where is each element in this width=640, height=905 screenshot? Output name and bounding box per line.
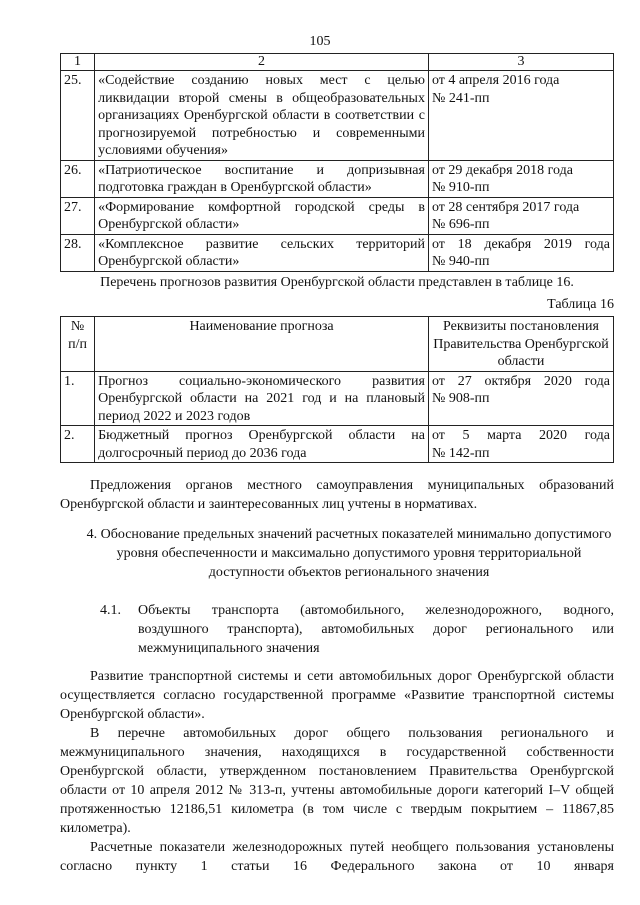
row-number: 1.	[61, 371, 95, 426]
requisite-number: № 908-пп	[431, 391, 490, 406]
table-row	[61, 426, 614, 463]
table-header-row	[61, 54, 614, 71]
header-number: № п/п	[61, 317, 95, 372]
requisite-date: от 28 сентября 2017 года	[431, 199, 580, 215]
header-col-3: 3	[428, 54, 613, 71]
program-requisites	[428, 197, 613, 234]
requisite-date: от 29 декабря 2018 года	[431, 162, 573, 178]
section-4-heading	[84, 525, 614, 582]
program-name: «Формирование комфортной городской среды в Оренбургской области»	[95, 197, 429, 234]
requisite-number: № 910-пп	[431, 180, 490, 195]
program-name: «Содействие созданию новых мест с целью ликвидации второй смены в общеобразовательных организациях Оренбургской области в соответствии с прогнозируемой потребностью и современными условиями обучения»	[95, 71, 429, 161]
table-row	[61, 71, 614, 161]
requisite-number: № 696-пп	[431, 217, 490, 232]
railway-paragraph: Расчетные показатели железнодорожных путей необщего пользования установлены согласно пункту 1 статьи 16 Федерального закона от 10 января	[60, 840, 614, 874]
roads-paragraph: В перечне автомобильных дорог общего пользования регионального и межмуниципального значения, находящихся в государственной собственности Оренбургской области, утвержденном постановлением Правительства Оренбургской области от 10 апреля 2012 № 313-п, учтены автомобильные дороги категорий I–V общей протяженностью 12186,51 километра (в том числе с твердым покрытием – 11867,85 километра).	[60, 726, 614, 836]
requisite-date: от 4 апреля 2016 года	[431, 73, 560, 88]
header-col-1: 1	[61, 54, 95, 71]
requisite-number: № 142-пп	[431, 445, 490, 461]
transport-paragraph: Развитие транспортной системы и сети автомобильных дорог Оренбургской области осуществляется согласно государственной программе «Развитие транспортной системы Оренбургской области».	[60, 669, 614, 722]
intro-text: Перечень прогнозов развития Оренбургской области представлен в таблице 16.	[100, 275, 574, 290]
page-number: 105	[309, 34, 331, 49]
requisite-date: от 18 декабря 2019 года	[431, 236, 610, 252]
section-4-1-number: 4.1.	[100, 603, 121, 618]
program-name: «Патриотическое воспитание и допризывная подготовка граждан в Оренбургской области»	[95, 160, 429, 197]
row-number: 26.	[61, 160, 95, 197]
proposals-paragraph: Предложения органов местного самоуправления муниципальных образований Оренбургской области и заинтересованных лиц учтены в нормативах.	[60, 478, 614, 512]
section-4-number: 4.	[86, 527, 98, 542]
row-number: 28.	[61, 234, 95, 271]
table-header-row	[61, 317, 614, 372]
program-requisites	[428, 234, 613, 271]
table-row	[61, 197, 614, 234]
forecast-name: Прогноз социально-экономического развития Оренбургской области на 2021 год и на плановый период 2022 и 2023 годов	[95, 371, 429, 426]
requisite-date: от 5 марта 2020 года	[431, 428, 610, 443]
section-4-title: Обоснование предельных значений расчетных показателей минимально допустимого уровня обеспеченности и максимально допустимого уровня территориальной доступности объектов регионального значения	[100, 527, 612, 580]
row-number: 25.	[61, 71, 95, 161]
requisite-date: от 27 октября 2020 года	[431, 373, 610, 389]
program-name: «Комплексное развитие сельских территорий Оренбургской области»	[95, 234, 429, 271]
table-row	[61, 371, 614, 426]
table-caption: Таблица 16	[547, 297, 614, 312]
table-row	[61, 160, 614, 197]
programs-table	[60, 53, 614, 272]
table-row	[61, 234, 614, 271]
forecasts-table	[60, 316, 614, 463]
forecast-requisites	[428, 426, 613, 463]
row-number: 2.	[61, 426, 95, 463]
header-col-2: 2	[95, 54, 429, 71]
row-number: 27.	[61, 197, 95, 234]
forecast-name: Бюджетный прогноз Оренбургской области на долгосрочный период до 2036 года	[95, 426, 429, 463]
header-forecast-name: Наименование прогноза	[95, 317, 429, 372]
program-requisites	[428, 71, 613, 161]
section-4-1-title: Объекты транспорта (автомобильного, железнодорожного, водного, воздушного транспорта), автомобильных дорог регионального или межмуниципального значения	[138, 603, 614, 656]
header-requisites: Реквизиты постановления Правительства Оренбургской области	[428, 317, 613, 372]
requisite-number: № 241-пп	[431, 90, 490, 106]
program-requisites	[428, 160, 613, 197]
section-4-1-heading	[100, 601, 614, 658]
forecast-requisites	[428, 371, 613, 426]
requisite-number: № 940-пп	[431, 254, 490, 269]
